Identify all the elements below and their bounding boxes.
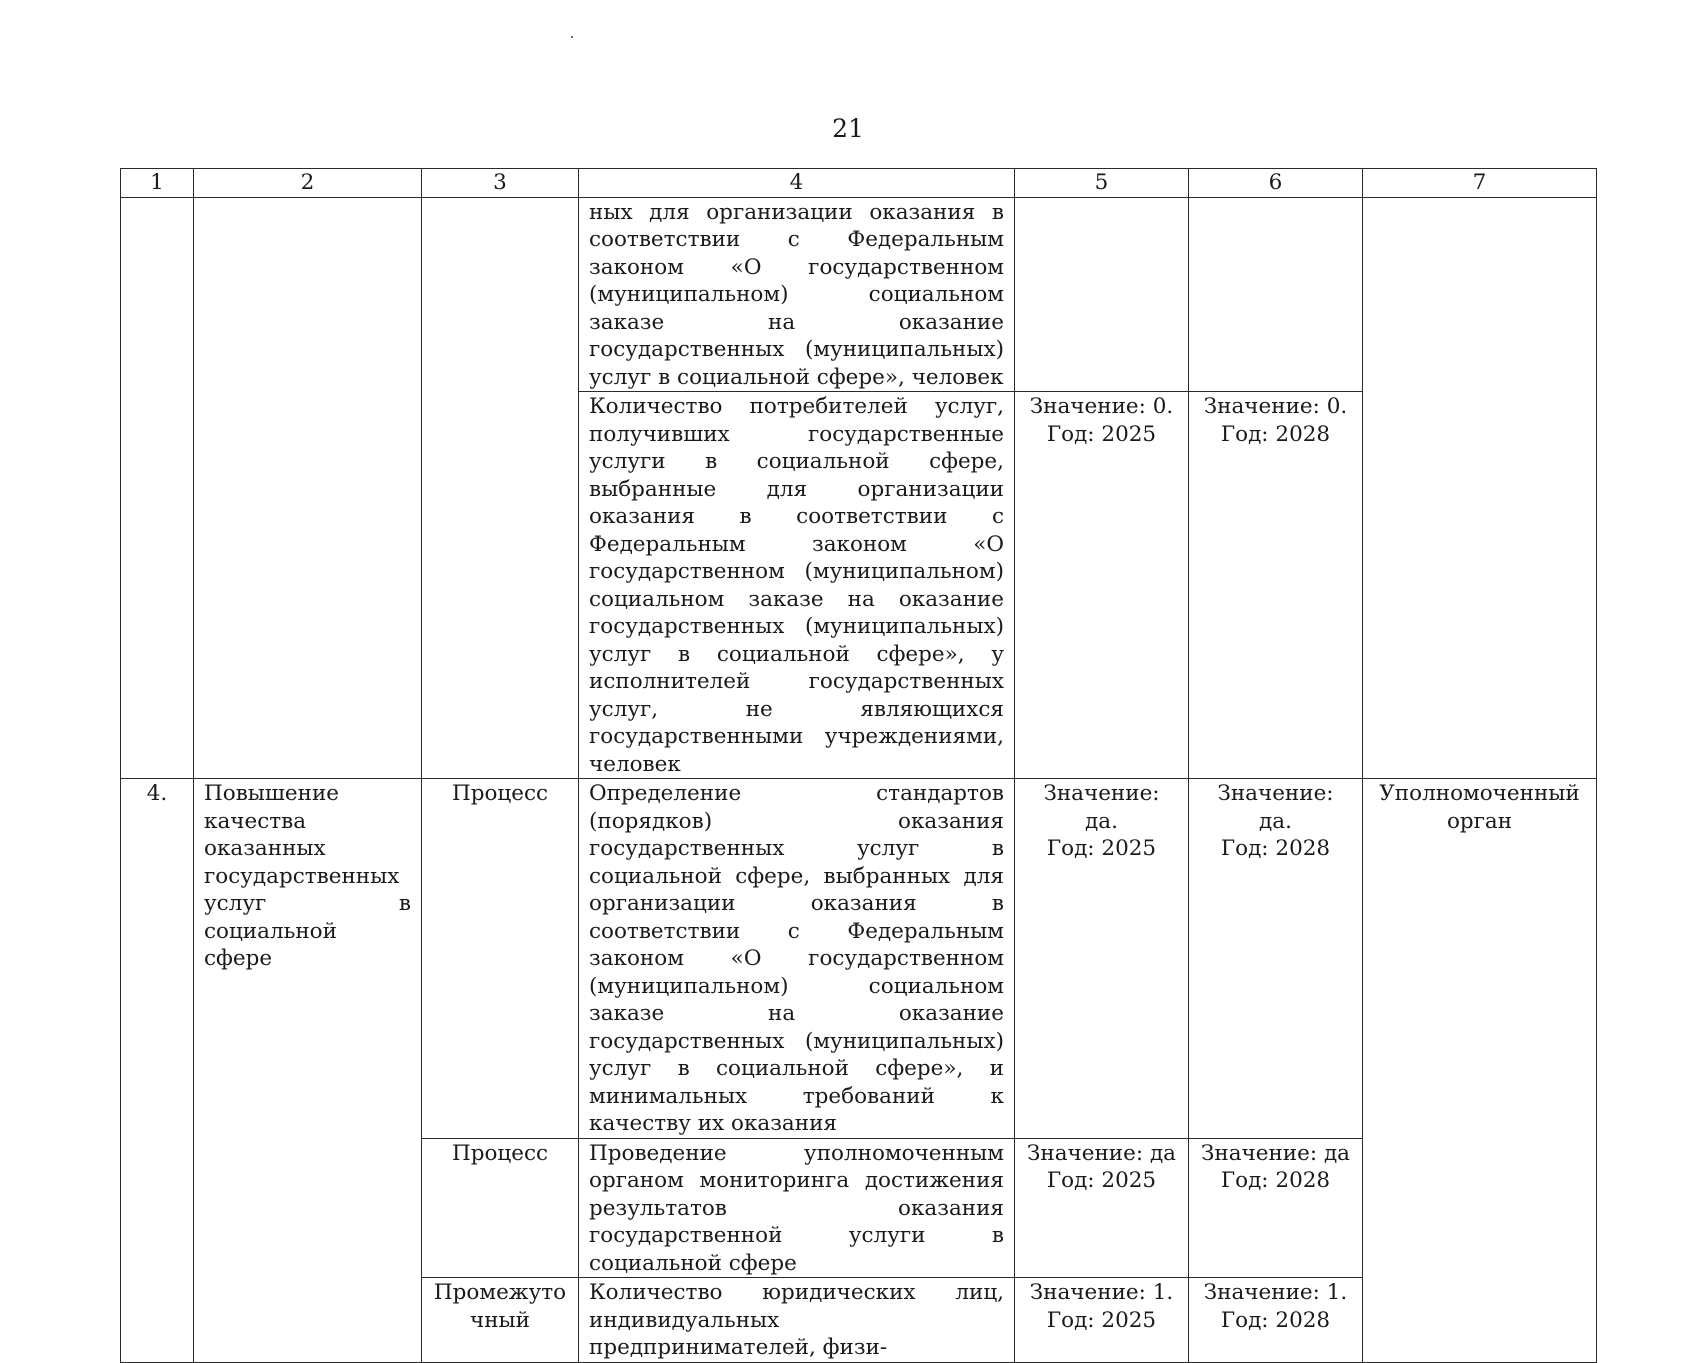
value-label: Значение: да (1201, 1140, 1350, 1166)
responsible-line-2: орган (1446, 808, 1513, 834)
cell-target-value (1189, 392, 1363, 779)
table-row (121, 197, 1597, 392)
year-label: Год: 2028 (1220, 421, 1331, 447)
cell-indicator: Проведение уполномоченным органом мониторинга достижения результатов оказания государственной услуги в социальной сфере (579, 1138, 1015, 1278)
cell-indicator: Определение стандартов (порядков) оказания государственных услуг в социальной сфере, выбранных для организации оказания в соответствии с Федеральным законом «О государственном (муниципальном) социальном заказе на оказание государственных (муниципальных) услуг в социальной сфере», и минимальных требований к качеству их оказания (579, 779, 1015, 1139)
cell-responsible (1363, 779, 1597, 1363)
responsible-line-1: Уполномоченный (1379, 781, 1580, 806)
value-label: Значение: 1. (1203, 1280, 1348, 1305)
cell-type: Промежуточный (422, 1278, 579, 1363)
header-col-2: 2 (194, 169, 422, 198)
cell-base-value (1015, 197, 1189, 392)
header-col-5: 5 (1015, 169, 1189, 198)
cell-base-value (1015, 1278, 1189, 1363)
header-col-6: 6 (1189, 169, 1363, 198)
value-label: Значение: 1. (1029, 1280, 1174, 1305)
cell-target-value (1189, 1138, 1363, 1278)
scan-speck (571, 36, 573, 38)
value-label: Значение: 0. (1029, 394, 1174, 419)
value-label: Значение: 0. (1203, 394, 1348, 419)
value-label: Значение: да (1027, 1140, 1176, 1166)
cell-type: Процесс (422, 1138, 579, 1278)
cell-indicator: ных для организации оказания в соответствии с Федеральным законом «О государственном (муниципальном) социальном заказе на оказание государственных (муниципальных) услуг в социальной сфере», человек (579, 197, 1015, 392)
value-label: Значение: да. (1217, 781, 1334, 834)
header-row (121, 169, 1597, 198)
cell-indicator: Количество юридических лиц, индивидуальных предпринимателей, физи- (579, 1278, 1015, 1363)
header-col-3: 3 (422, 169, 579, 198)
cell-number: 4. (121, 779, 194, 1363)
cell-target-value (1189, 779, 1363, 1139)
cell-type: Процесс (422, 779, 579, 1139)
cell-base-value (1015, 1138, 1189, 1278)
year-label: Год: 2028 (1220, 836, 1331, 861)
value-label: Значение: да. (1043, 781, 1160, 834)
year-label: Год: 2025 (1046, 421, 1157, 447)
cell-base-value (1015, 392, 1189, 779)
year-label: Год: 2028 (1220, 1168, 1331, 1193)
year-label: Год: 2025 (1046, 1307, 1157, 1333)
header-col-1: 1 (121, 169, 194, 198)
cell-base-value (1015, 779, 1189, 1139)
cell-task: Повышение качества оказанных государственных услуг в социальной сфере (194, 779, 422, 1363)
year-label: Год: 2025 (1046, 1168, 1157, 1193)
indicators-table (120, 168, 1597, 1363)
header-col-4: 4 (579, 169, 1015, 198)
cell-task (194, 197, 422, 779)
year-label: Год: 2028 (1220, 1307, 1331, 1333)
page-number: 21 (832, 114, 864, 143)
cell-target-value (1189, 1278, 1363, 1363)
table-row (121, 779, 1597, 1139)
cell-type (422, 197, 579, 779)
cell-responsible (1363, 197, 1597, 779)
cell-number (121, 197, 194, 779)
cell-indicator: Количество потребителей услуг, получивших государственные услуги в социальной сфере, выбранные для организации оказания в соответствии с Федеральным законом «О государственном (муниципальном) социальном заказе на оказание государственных (муниципальных) услуг в социальной сфере», у исполнителей государственных услуг, не являющихся государственными учреждениями, человек (579, 392, 1015, 779)
header-col-7: 7 (1363, 169, 1597, 198)
year-label: Год: 2025 (1046, 836, 1157, 861)
cell-target-value (1189, 197, 1363, 392)
